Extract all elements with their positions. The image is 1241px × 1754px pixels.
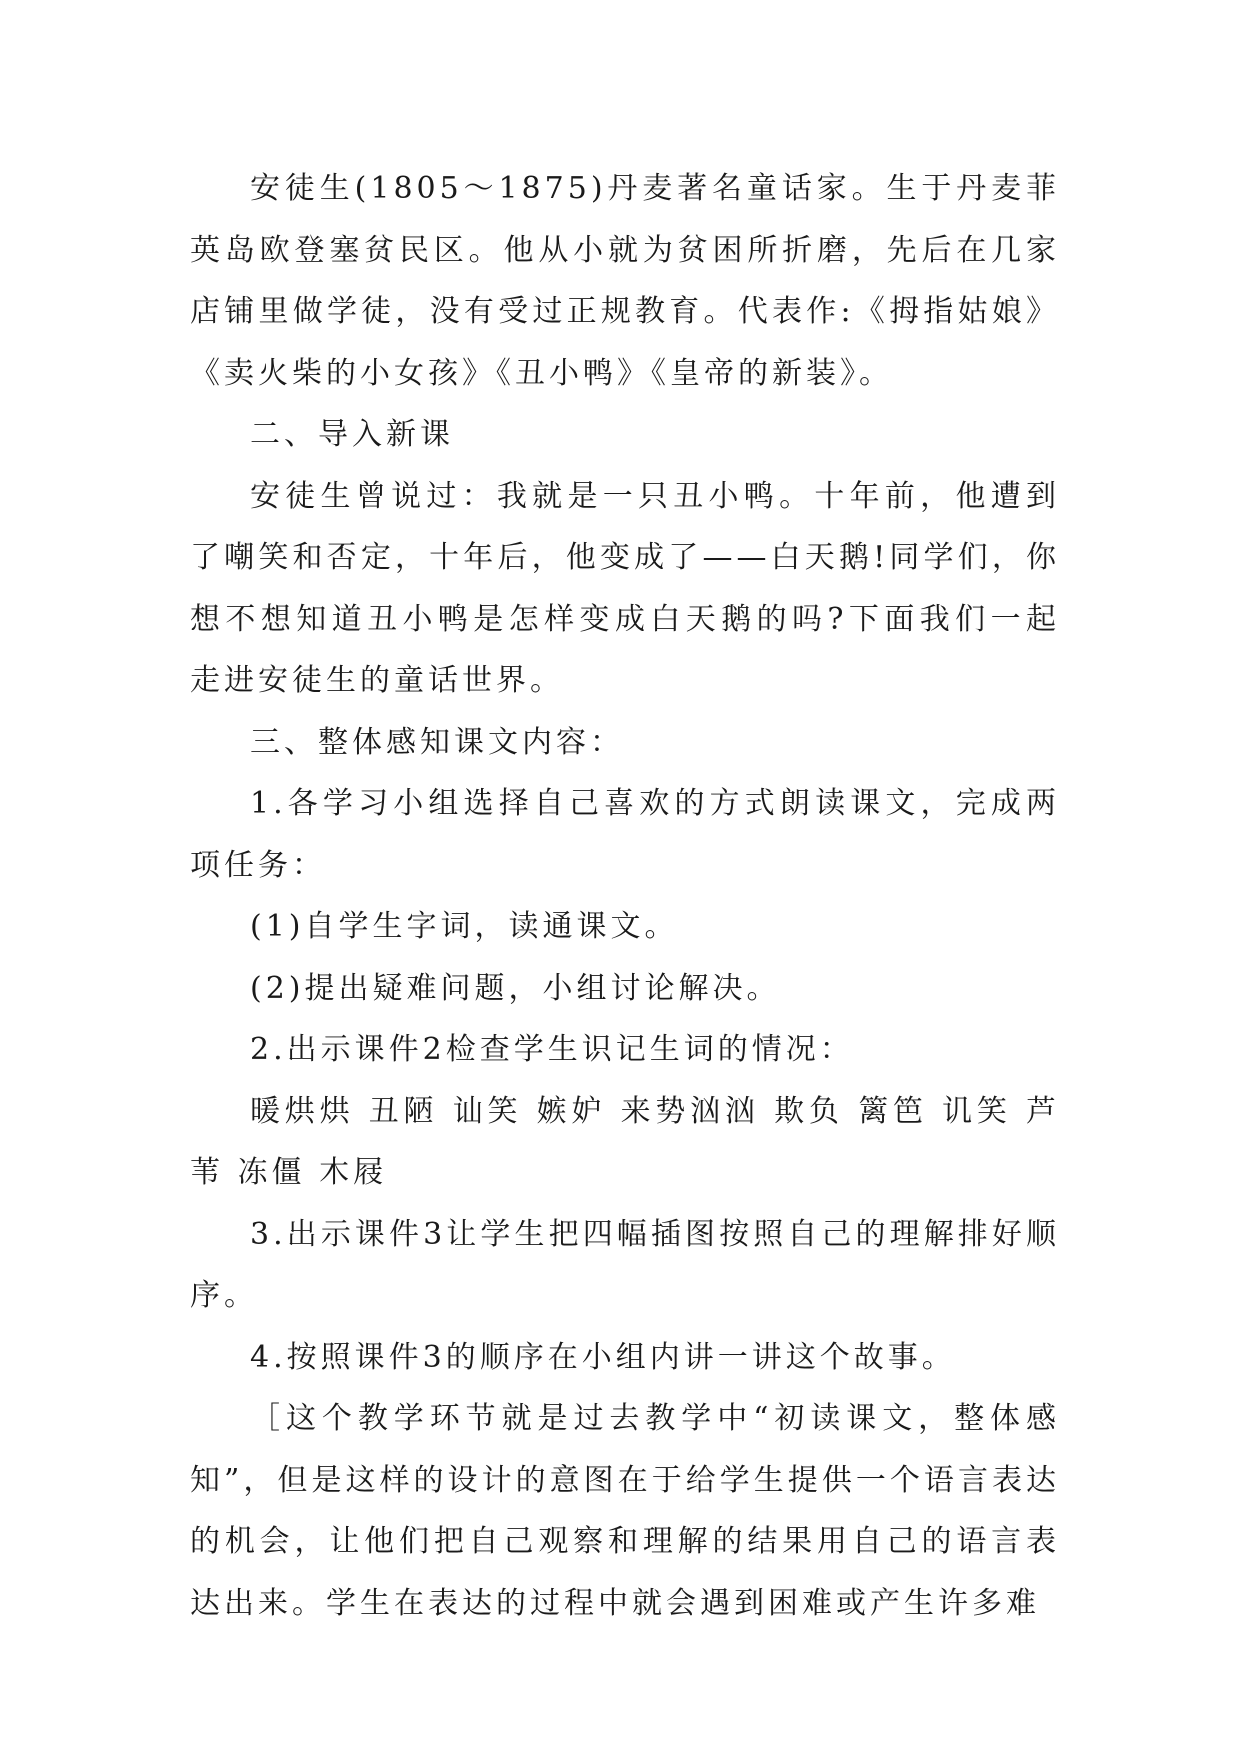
paragraph-task-2: 2.出示课件2检查学生识记生词的情况： bbox=[250, 1032, 854, 1067]
section-heading-overview: 三、整体感知课文内容： bbox=[250, 724, 624, 760]
paragraph-subtask-1: (1)自学生字词，读通课文。 bbox=[250, 909, 679, 944]
paragraph-teaching-note: ［这个教学环节就是过去教学中“初读课文，整体感知”，但是这样的设计的意图在于给学生提供一个语言表达的机会，让他们把自己观察和理解的结果用自己的语言表达出来。学生在表达的过程中就会遇到困难或产生许多难 bbox=[190, 1401, 1060, 1621]
paragraph-intro: 安徒生曾说过：我就是一只丑小鸭。十年前，他遭到了嘲笑和否定，十年后，他变成了——白天鹅!同学们，你想不想知道丑小鸭是怎样变成白天鹅的吗?下面我们一起走进安徒生的童话世界。 bbox=[190, 478, 1060, 698]
paragraph-vocabulary: 暖烘烘 丑陋 讪笑 嫉妒 来势汹汹 欺负 篱笆 讥笑 芦苇 冻僵 木屐 bbox=[190, 1093, 1060, 1190]
paragraph-author-bio: 安徒生(1805～1875)丹麦著名童话家。生于丹麦菲英岛欧登塞贫民区。他从小就为贫困所折磨，先后在几家店铺里做学徒，没有受过正规教育。代表作:《拇指姑娘》《卖火柴的小女孩》《丑小鸭》《皇帝的新装》。 bbox=[190, 171, 1060, 391]
document-body bbox=[190, 158, 1060, 1634]
section-heading-intro: 二、导入新课 bbox=[250, 417, 454, 452]
paragraph-task-4: 4.按照课件3的顺序在小组内讲一讲这个故事。 bbox=[250, 1339, 956, 1375]
paragraph-task-3: 3.出示课件3让学生把四幅插图按照自己的理解排好顺序。 bbox=[190, 1216, 1060, 1313]
paragraph-task-1: 1.各学习小组选择自己喜欢的方式朗读课文，完成两项任务： bbox=[190, 786, 1060, 883]
paragraph-subtask-2: (2)提出疑难问题，小组讨论解决。 bbox=[250, 970, 781, 1006]
